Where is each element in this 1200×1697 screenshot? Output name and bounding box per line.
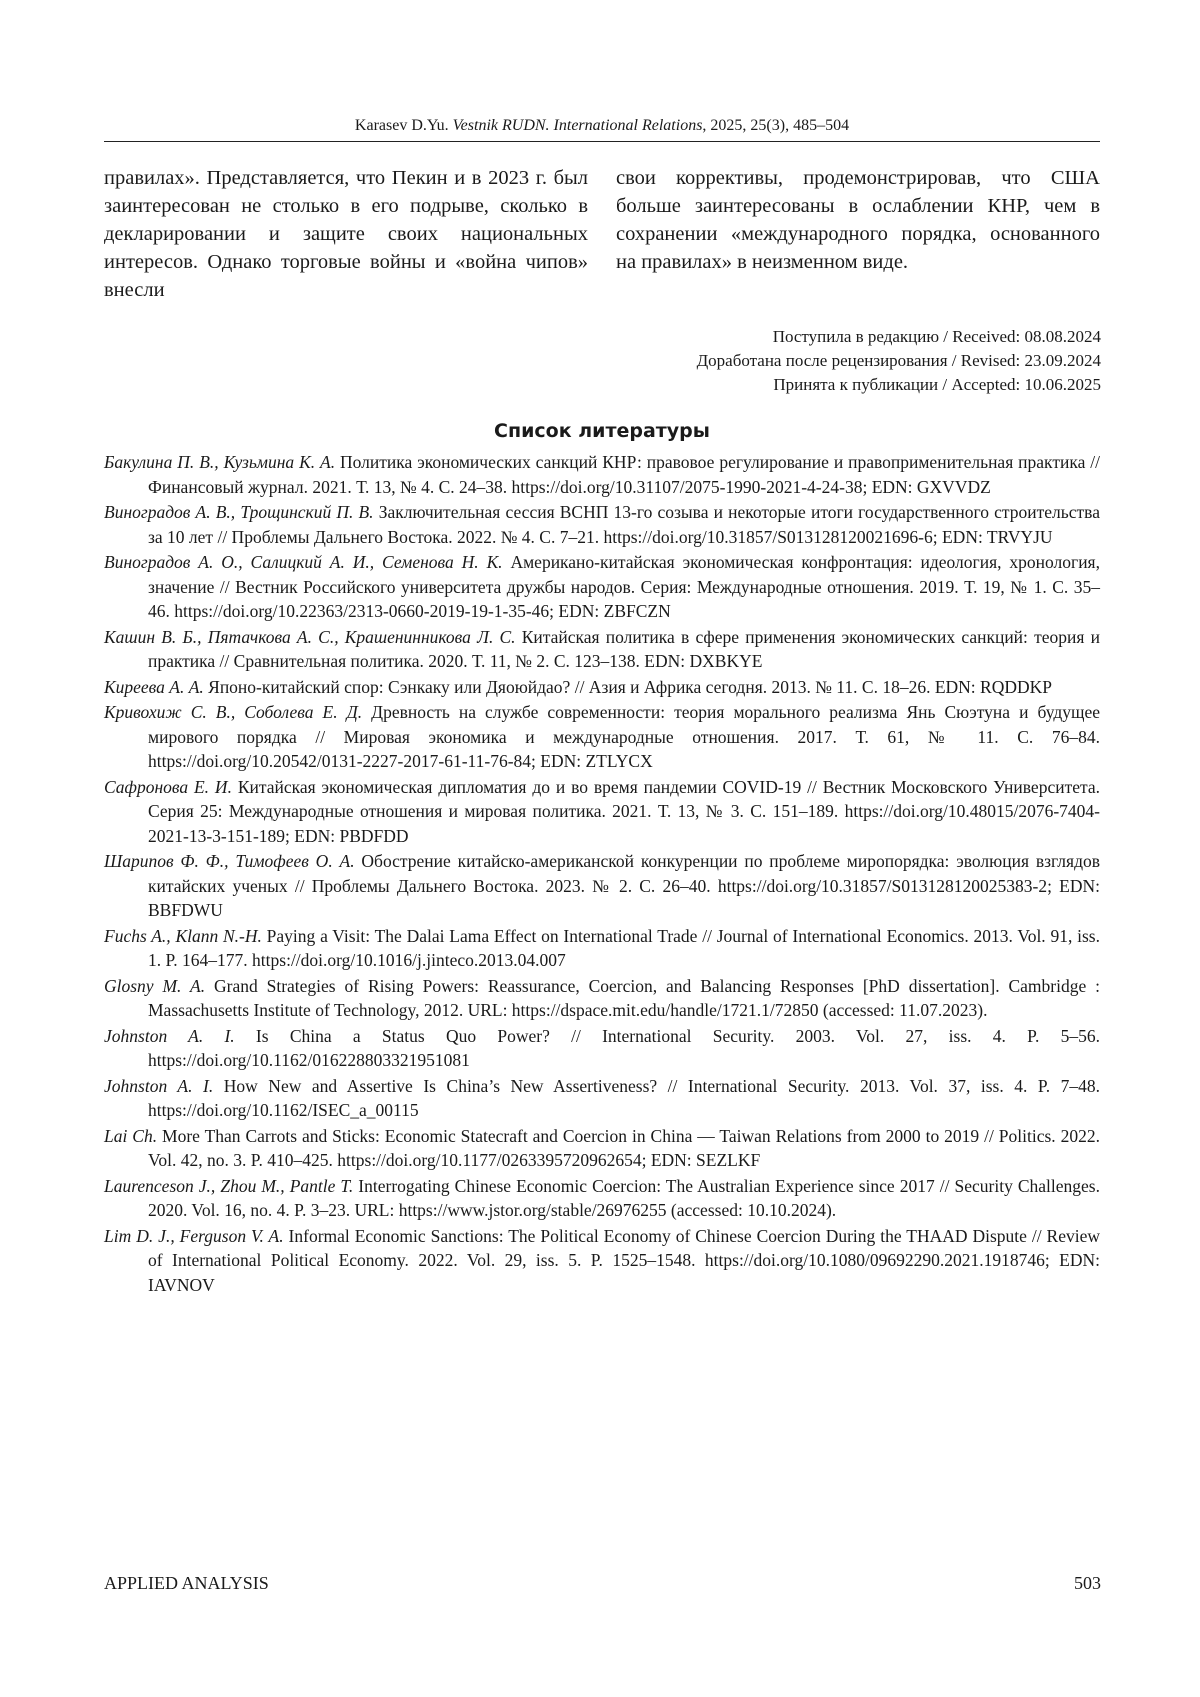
date-accepted: Принята к публикации / Accepted: 10.06.2025 — [697, 373, 1101, 397]
reference-text: Китайская экономическая дипломатия до и во время пандемии COVID-19 // Вестник Московского Университета. Серия 25: Международные отношения и мировая политика. 2021. Т. 13, № 3. С. 151–189. https://doi.org/10.48015/2076-7404-2021-13-3-151-189; EDN: PBDFDD — [148, 777, 1100, 846]
reference-item — [104, 450, 1100, 499]
reference-text: Обострение китайско-американской конкуренции по проблеме миропорядка: эволюция взглядов китайских ученых // Проблемы Дальнего Востока. 2023. № 2. С. 26–40. https://doi.org/10.31857/S013128120025383-2; EDN: BBFDWU — [148, 851, 1100, 920]
reference-item — [104, 700, 1100, 774]
reference-authors: Кривохиж С. В., Соболева Е. Д. — [104, 702, 362, 722]
reference-item — [104, 1074, 1100, 1123]
left-column-text: правилах». Представляется, что Пекин и в 2023 г. был заинтересован не столько в его подрыве, сколько в декларировании и защите своих национальных интересов. Однако торговые войны и «война чипов» внесли — [104, 164, 588, 304]
reference-authors: Johnston A. I. — [104, 1076, 213, 1096]
header-journal: Vestnik RUDN. International Relations — [453, 117, 703, 134]
reference-item — [104, 1124, 1100, 1173]
reference-item — [104, 675, 1100, 700]
reference-authors: Шарипов Ф. Ф., Тимофеев О. А. — [104, 851, 355, 871]
reference-item — [104, 500, 1100, 549]
reference-authors: Johnston A. I. — [104, 1026, 235, 1046]
reference-item — [104, 1174, 1100, 1223]
body-right-column — [616, 164, 1100, 276]
reference-text: How New and Assertive Is China’s New Assertiveness? // International Security. 2013. Vol. 37, iss. 4. P. 7–48. https://doi.org/10.1162/ISEC_a_00115 — [148, 1076, 1100, 1121]
reference-item — [104, 974, 1100, 1023]
date-received: Поступила в редакцию / Received: 08.08.2024 — [697, 325, 1101, 349]
reference-authors: Fuchs A., Klann N.-H. — [104, 926, 262, 946]
reference-authors: Glosny M. A. — [104, 976, 205, 996]
reference-authors: Виноградов А. О., Салицкий А. И., Семенова Н. К. — [104, 552, 503, 572]
body-left-column — [104, 164, 588, 304]
footer-section: APPLIED ANALYSIS — [104, 1571, 269, 1595]
date-revised: Доработана после рецензирования / Revised: 23.09.2024 — [697, 349, 1101, 373]
reference-text: Американо-китайская экономическая конфронтация: идеология, хронология, значение // Вестник Российского университета дружбы народов. Серия: Международные отношения. 2019. Т. 19, № 1. С. 35–46. https://doi.org/10.22363/2313-0660-2019-19-1-35-46; EDN: ZBFCZN — [148, 552, 1100, 621]
references-heading: Список литературы — [104, 418, 1100, 444]
reference-authors: Виноградов А. В., Трощинский П. В. — [104, 502, 374, 522]
reference-item — [104, 625, 1100, 674]
reference-text: More Than Carrots and Sticks: Economic Statecraft and Coercion in China — Taiwan Relations from 2000 to 2019 // Politics. 2022. Vol. 42, no. 3. P. 410–425. https://doi.org/10.1177/0263395720962654; EDN: SEZLKF — [148, 1126, 1100, 1171]
references-list — [104, 450, 1100, 1298]
reference-item — [104, 1224, 1100, 1298]
running-header — [104, 116, 1100, 136]
reference-item — [104, 924, 1100, 973]
reference-text: Древность на службе современности: теория морального реализма Янь Сюэтуна и будущее мирового порядка // Мировая экономика и международные отношения. 2017. Т. 61, № 11. С. 76–84. https://doi.org/10.20542/0131-2227-2017-61-11-76-84; EDN: ZTLYCX — [148, 702, 1100, 771]
reference-item — [104, 1024, 1100, 1073]
reference-text: Paying a Visit: The Dalai Lama Effect on International Trade // Journal of International Economics. 2013. Vol. 91, iss. 1. P. 164–177. https://doi.org/10.1016/j.jinteco.2013.04.007 — [148, 926, 1100, 971]
reference-authors: Киреева А. А. — [104, 677, 204, 697]
header-rule — [104, 141, 1100, 142]
reference-authors: Lai Ch. — [104, 1126, 157, 1146]
reference-item — [104, 775, 1100, 849]
reference-text: Китайская политика в сфере применения экономических санкций: теория и практика // Сравнительная политика. 2020. Т. 11, № 2. С. 123–138. EDN: DXBKYE — [148, 627, 1100, 672]
reference-authors: Lim D. J., Ferguson V. A. — [104, 1226, 284, 1246]
reference-text: Заключительная сессия ВСНП 13-го созыва и некоторые итоги государственного строительства за 10 лет // Проблемы Дальнего Востока. 2022. № 4. С. 7–21. https://doi.org/10.31857/S013128120021696-6; EDN: TRVYJU — [148, 502, 1100, 547]
reference-item — [104, 550, 1100, 624]
reference-text: Informal Economic Sanctions: The Political Economy of Chinese Coercion During the THAAD Dispute // Review of International Political Economy. 2022. Vol. 29, iss. 5. P. 1525–1548. https://doi.org/10.1080/09692290.2021.1918746; EDN: IAVNOV — [148, 1226, 1100, 1295]
reference-text: Interrogating Chinese Economic Coercion: The Australian Experience since 2017 // Security Challenges. 2020. Vol. 16, no. 4. P. 3–23. URL: https://www.jstor.org/stable/26976255 (accessed: 10.10.2024). — [148, 1176, 1100, 1221]
right-column-text: свои коррективы, продемонстрировав, что США больше заинтересованы в ослаблении КНР, чем в сохранении «международного порядка, основанного на правилах» в неизменном виде. — [616, 164, 1100, 276]
reference-text: Политика экономических санкций КНР: правовое регулирование и правоприменительная практика // Финансовый журнал. 2021. Т. 13, № 4. С. 24–38. https://doi.org/10.31107/2075-1990-2021-4-24-38; EDN: GXVVDZ — [148, 452, 1100, 497]
reference-authors: Кашин В. Б., Пятачкова А. С., Крашенинникова Л. С. — [104, 627, 516, 647]
header-author: Karasev D.Yu. — [355, 117, 449, 134]
reference-text: Grand Strategies of Rising Powers: Reassurance, Coercion, and Balancing Responses [PhD dissertation]. Cambridge : Massachusetts Institute of Technology, 2012. URL: https://dspace.mit.edu/handle/1721.1/72850 (accessed: 11.07.2023). — [148, 976, 1100, 1021]
reference-text: Is China a Status Quo Power? // International Security. 2003. Vol. 27, iss. 4. P. 5–56. https://doi.org/10.1162/016228803321951081 — [148, 1026, 1100, 1071]
reference-authors: Сафронова Е. И. — [104, 777, 232, 797]
reference-authors: Laurenceson J., Zhou M., Pantle T. — [104, 1176, 353, 1196]
reference-item — [104, 849, 1100, 923]
reference-text: Японо-китайский спор: Сэнкаку или Дяоюйдао? // Азия и Африка сегодня. 2013. № 11. С. 18–26. EDN: RQDDKP — [204, 677, 1052, 697]
header-citation: , 2025, 25(3), 485–504 — [702, 117, 849, 134]
page-number: 503 — [1074, 1571, 1101, 1595]
reference-authors: Бакулина П. В., Кузьмина К. А. — [104, 452, 335, 472]
article-dates — [697, 325, 1101, 397]
